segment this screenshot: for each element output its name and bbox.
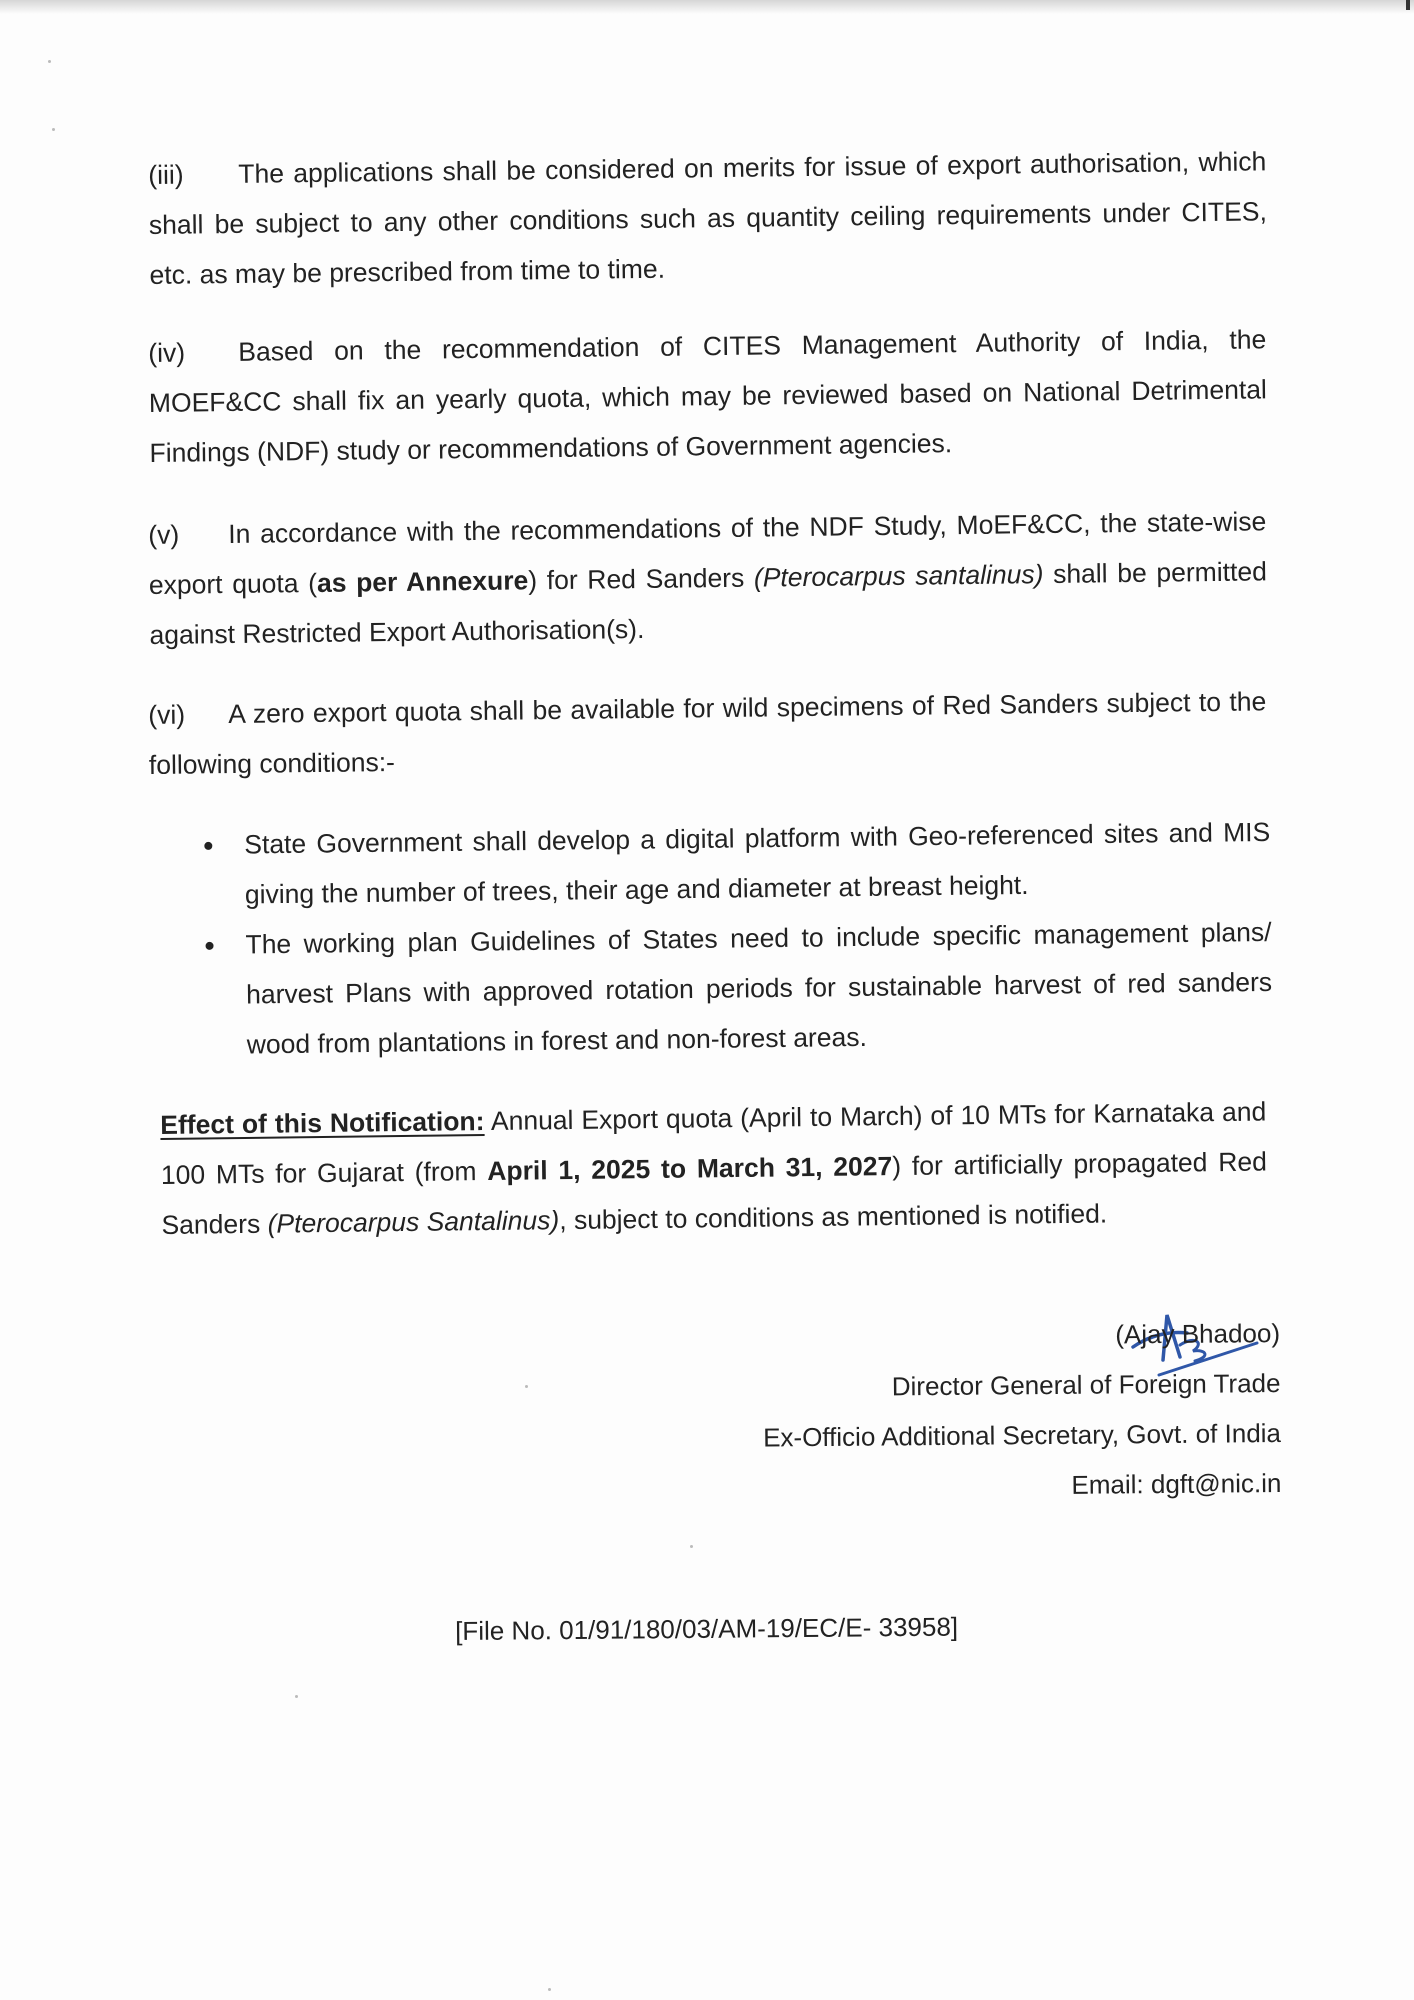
scan-speck — [295, 1695, 298, 1698]
scan-speck — [525, 1385, 528, 1388]
scan-speck — [48, 60, 51, 63]
signatory-title: Ex-Officio Additional Secretary, Govt. of India — [763, 1417, 1282, 1453]
effect-period: April 1, 2025 to March 31, 2027 — [487, 1151, 893, 1187]
paragraph-number: (v) — [148, 519, 180, 550]
signatory-name: (Ajay Bhadoo) — [1115, 1317, 1281, 1350]
paragraph-text: shall be permitted against Restricted Export Authorisation(s). — [149, 556, 1268, 650]
scan-edge-mark — [1406, 0, 1410, 10]
species-name: (Pterocarpus Santalinus) — [267, 1205, 560, 1239]
paragraph-text: ) for Red Sanders — [528, 562, 755, 596]
conditions-list — [200, 807, 1273, 1070]
scan-speck — [52, 128, 55, 131]
paragraph-v — [148, 496, 1268, 660]
scan-speck — [690, 1545, 693, 1548]
paragraph-number: (vi) — [148, 699, 186, 730]
annexure-reference: as per Annexure — [316, 565, 529, 598]
species-name: (Pterocarpus santalinus) — [753, 559, 1044, 593]
paragraph-text: In accordance with the recommendations of the NDF Study, MoEF&CC, the state-wise export quota ( — [148, 506, 1267, 600]
effect-text: , subject to conditions as mentioned is notified. — [559, 1198, 1108, 1236]
paragraph-vi — [148, 676, 1267, 790]
paragraph-iv — [148, 314, 1268, 478]
bullet-icon — [204, 842, 212, 850]
effect-text: ) for artificially propagated Red Sanders — [161, 1146, 1268, 1240]
effect-of-notification — [160, 1086, 1268, 1250]
paragraph-number: (iv) — [148, 337, 186, 368]
condition-text: The working plan Guidelines of States need to include specific management plans/ harvest Plans with approved rotation periods for sustainable harvest of red sanders wood from plantations in forest and non-forest areas. — [245, 916, 1273, 1060]
condition-text: State Government shall develop a digital platform with Geo-referenced sites and MIS giving the number of trees, their age and diameter at breast height. — [244, 816, 1271, 910]
file-number: [File No. 01/91/180/03/AM-19/EC/E- 33958] — [455, 1611, 959, 1646]
paragraph-text: Based on the recommendation of CITES Management Authority of India, the MOEF&CC shall fix an yearly quota, which may be reviewed based on National Detrimental Findings (NDF) study or recommendations of Government agencies. — [148, 324, 1268, 468]
bullet-icon — [205, 942, 213, 950]
signatory-email[interactable]: Email: dgft@nic.in — [1071, 1467, 1282, 1500]
paragraph-iii — [148, 136, 1268, 300]
scan-speck — [548, 1988, 551, 1991]
paragraph-text: A zero export quota shall be available for wild specimens of Red Sanders subject to the following conditions:- — [148, 686, 1267, 780]
effect-heading: Effect of this Notification: — [160, 1106, 485, 1140]
condition-item — [200, 807, 1271, 920]
condition-item — [201, 907, 1273, 1070]
scan-edge-shadow — [0, 0, 1414, 14]
paragraph-text: The applications shall be considered on merits for issue of export authorisation, which shall be subject to any other conditions such as quantity ceiling requirements under CITES, etc. as may be prescribed from time to time. — [148, 146, 1268, 290]
signature-block — [762, 1308, 1282, 1513]
paragraph-number: (iii) — [148, 159, 184, 190]
signatory-designation: Director General of Foreign Trade — [891, 1367, 1281, 1402]
effect-text: Annual Export quota (April to March) of 10 MTs for Karnataka and 100 MTs for Gujarat (from — [160, 1096, 1267, 1190]
